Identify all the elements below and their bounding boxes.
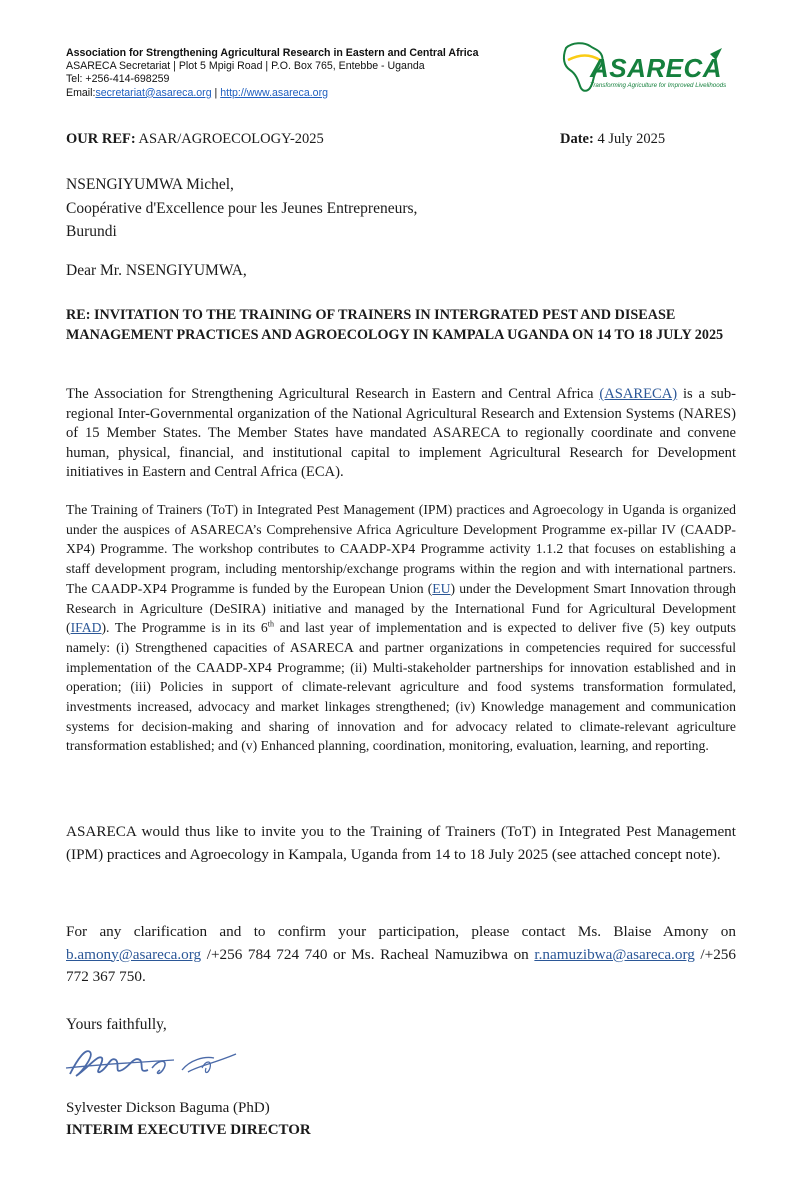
asareca-logo: [560, 40, 735, 96]
reference-line: [66, 131, 324, 148]
namuzibwa-email-link[interactable]: r.namuzibwa@asareca.org: [534, 945, 695, 963]
paragraph-invitation: ASARECA would thus like to invite you to the Training of Trainers (ToT) in Integrated Pest Management (IPM) practices and Agroecology in Kampala, Uganda from 14 to 18 July 2025 (see attached concept note).: [66, 823, 736, 863]
logo-tagline: Transforming Agriculture for Improved Livelihoods: [590, 82, 727, 89]
recipient-country: Burundi: [66, 223, 117, 240]
secretariat-email-link[interactable]: secretariat@asareca.org: [95, 86, 212, 99]
p4-text-a: For any clarification and to confirm your participation, please contact Ms. Blaise Amony on: [66, 923, 736, 940]
paragraph-contact: [66, 921, 736, 989]
salutation: Dear Mr. NSENGIYUMWA,: [66, 262, 247, 279]
signer-name: Sylvester Dickson Baguma (PhD): [66, 1100, 270, 1116]
p2-superscript: th: [267, 619, 274, 629]
p2-text-a: The Training of Trainers (ToT) in Integrated Pest Management (IPM) practices and Agroecology in Uganda is organized under the auspices of ASARECA’s Comprehensive Africa Agriculture Development Programme ex-pillar IV (CAADP-XP4) Programme. The workshop contributes to CAADP-XP4 Programme activity 1.1.2 that focuses on establishing a staff development program, including mentorship/exchange programs within the region and with international partners. The CAADP-XP4 Programme is funded by the European Union (: [66, 502, 736, 596]
recipient-address: [66, 173, 417, 244]
subject-line: RE: INVITATION TO THE TRAINING OF TRAINERS IN INTERGRATED PEST AND DISEASE MANAGEMENT PRACTICES AND AGROECOLOGY IN KAMPALA UGANDA ON 14 TO 18 JULY 2025: [66, 307, 724, 343]
p2-text-b: ) under the Development Smart Innovation through Research in Agriculture (DeSIRA) initiative and managed by the International Fund for Agricultural Development (: [66, 580, 737, 636]
recipient-name: NSENGIYUMWA Michel,: [66, 176, 234, 193]
p4-text-b: /+256 784 724 740 or Ms. Racheal Namuzibwa on: [201, 945, 535, 963]
date-label: Date:: [560, 131, 594, 147]
letterhead-address: ASARECA Secretariat | Plot 5 Mpigi Road | P.O. Box 765, Entebbe - Uganda: [66, 60, 425, 73]
contact-separator: |: [211, 86, 221, 99]
closing: Yours faithfully,: [66, 1016, 167, 1033]
letterhead-org-name: Association for Strengthening Agricultural Research in Eastern and Central Africa: [66, 47, 479, 59]
handwritten-signature: [64, 1038, 244, 1086]
recipient-organization: Coopérative d'Excellence pour les Jeunes Entrepreneurs,: [66, 199, 418, 217]
date-value: 4 July 2025: [597, 131, 666, 147]
paragraph-intro: [66, 385, 736, 483]
letterhead-contact: [66, 87, 536, 100]
signatory: [66, 1097, 311, 1141]
p1-text-a: The Association for Strengthening Agricultural Research in Eastern and Central Africa: [66, 386, 600, 402]
ref-value: ASAR/AGROECOLOGY-2025: [138, 131, 324, 147]
signer-title: INTERIM EXECUTIVE DIRECTOR: [66, 1122, 311, 1138]
eu-link[interactable]: EU: [432, 580, 451, 596]
p2-text-d: and last year of implementation and is expected to deliver five (5) key outputs namely: (i) Strengthened capacities of ASARECA and partner organizations in competencies required for successful implementation of the CAADP-XP4 Programme; (ii) Multi-stakeholder partnerships for innovation established and in operation; (iii) Policies in support of climate-relevant agriculture and food systems transformation formulated, investments increased, advocacy and market linkages strengthened; (iv) Knowledge management and communication systems for decision-making and sharing of innovation and for advocacy related to climate-relevant agriculture transformation established; and (v) Enhanced planning, coordination, monitoring, evaluation, learning, and reporting.: [66, 620, 736, 754]
website-link[interactable]: http://www.asareca.org: [220, 86, 328, 99]
paragraph-programme: [66, 500, 736, 756]
p1-text-b: is a sub-regional Inter-Governmental organization of the National Agricultural Research and Extension Systems (NARES) of 15 Member States. The Member States have mandated ASARECA to regionally coordinate and convene human, physical, financial, and institutional capital to implement Agricultural Research for Development initiatives in Eastern and Central Africa (ECA).: [66, 386, 736, 481]
amony-email-link[interactable]: b.amony@asareca.org: [66, 945, 202, 963]
ref-label: OUR REF:: [66, 131, 136, 147]
ifad-link[interactable]: IFAD: [70, 620, 102, 636]
p2-text-c: ). The Programme is in its 6: [101, 620, 268, 636]
asareca-link[interactable]: (ASARECA): [599, 386, 678, 402]
letterhead: [66, 47, 536, 100]
date-line: [560, 131, 665, 148]
email-label: Email:: [66, 86, 96, 99]
logo-wordmark: ASARECA: [590, 53, 723, 83]
p4-text-c: /+256 772 367 750.: [66, 945, 736, 985]
letterhead-tel: Tel: +256-414-698259: [66, 73, 170, 86]
